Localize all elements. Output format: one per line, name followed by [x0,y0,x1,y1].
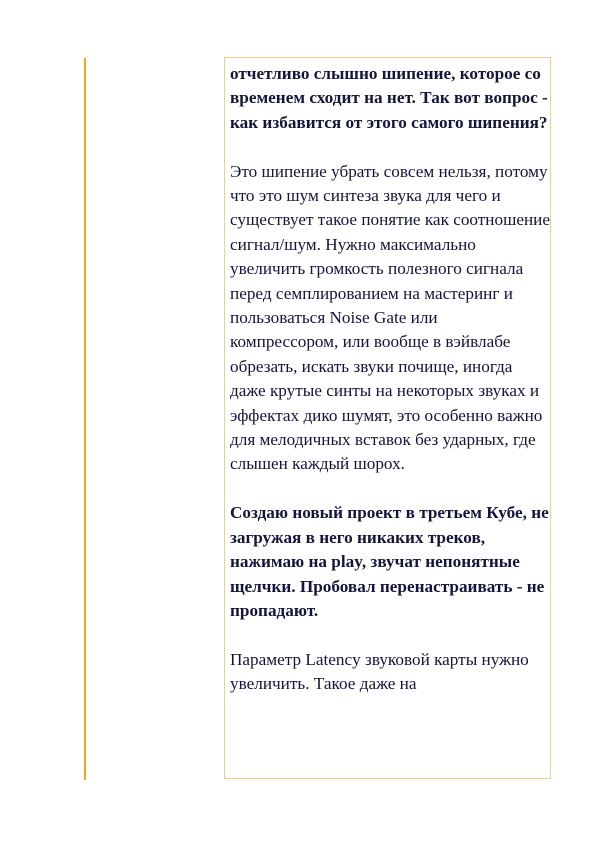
question-paragraph-1: отчетливо слышно шипение, которое со временем сходит на нет. Так вот вопрос - как избавится от этого самого шипения? [230,64,548,132]
margin-rule [84,58,86,780]
answer-paragraph-1: Это шипение убрать совсем нельзя, потому что это шум синтеза звука для чего и существует такое понятие как соотношение сигнал/шум. Нужно максимально увеличить громкость полезного сигнала перед семплированием на мастеринг и пользоваться Noise Gate или компрессором, или вообще в вэйвлабе обрезать, искать звуки почище, иногда даже крутые синты на некоторых звуках и эффектах дико шумят, это особенно важно для мелодичных вставок без ударных, где слышен каждый шорох. [230,161,550,474]
text-column [224,57,551,779]
question-paragraph-2: Создаю новый проект в третьем Кубе, не загружая в него никаких треков, нажимаю на play, звучат непонятные щелчки. Пробовал перенастраивать - не пропадают. [230,503,549,620]
answer-paragraph-2: Параметр Latency звуковой карты нужно увеличить. Такое даже на [230,649,529,694]
